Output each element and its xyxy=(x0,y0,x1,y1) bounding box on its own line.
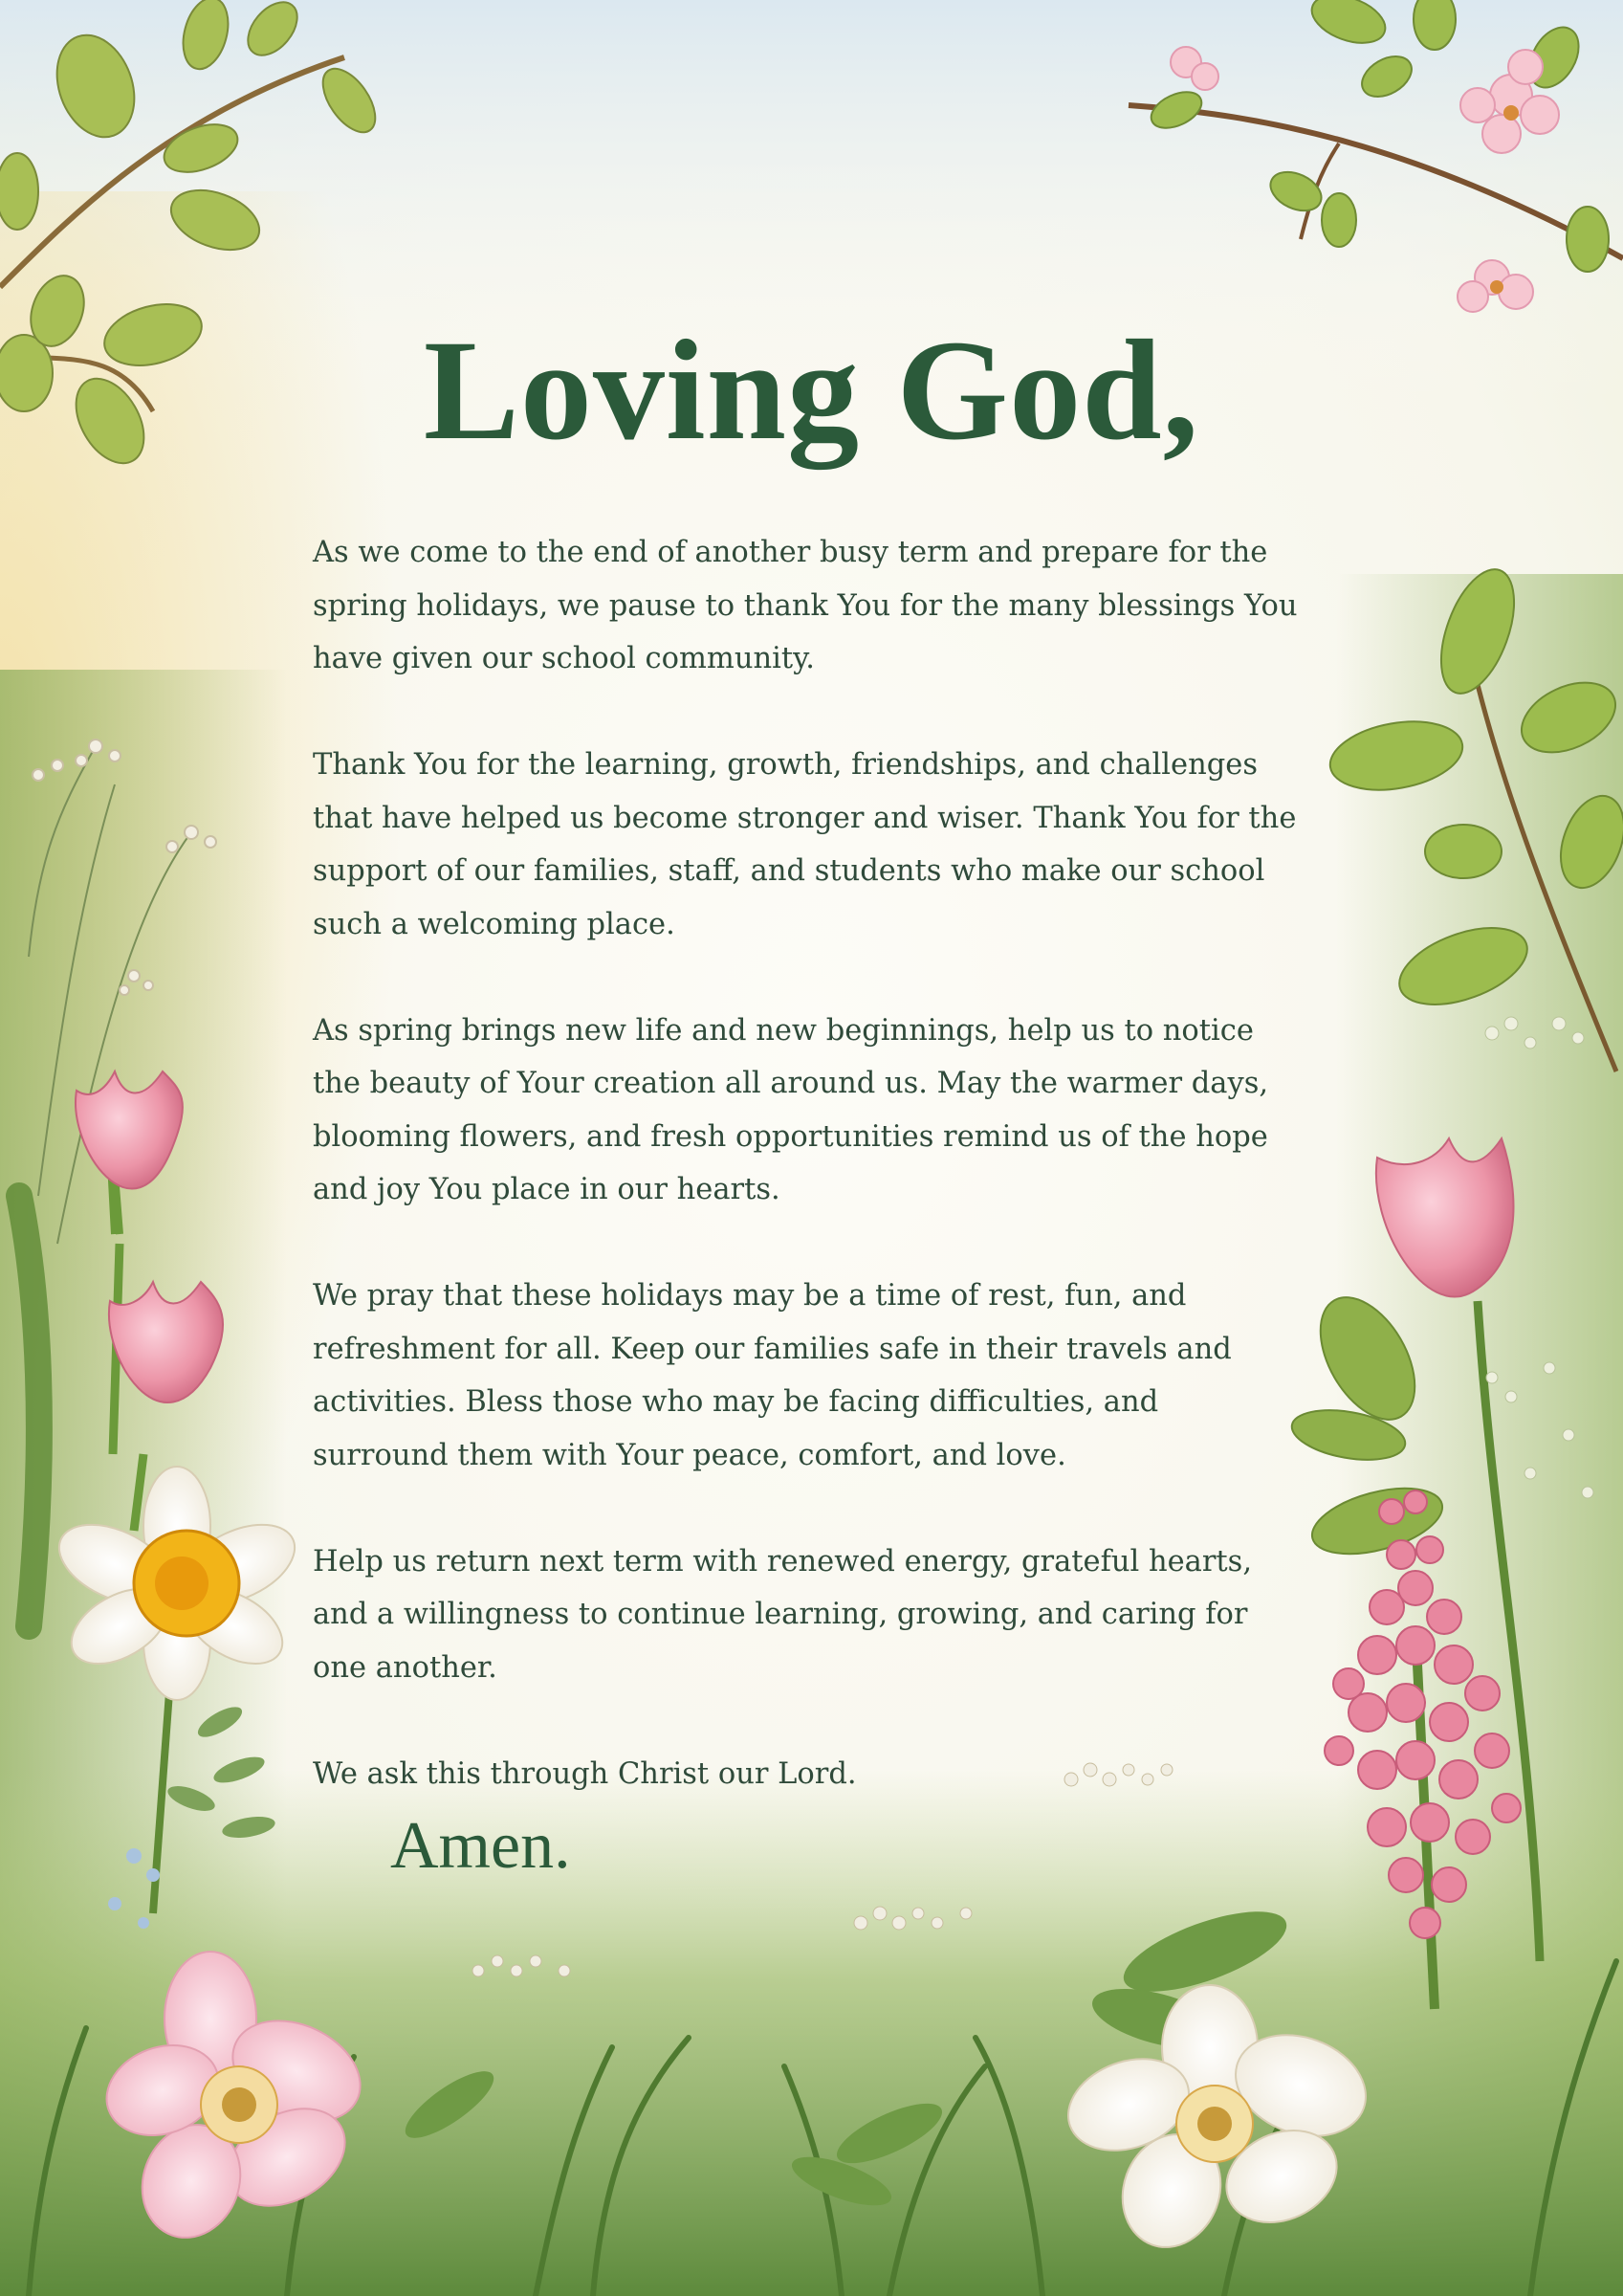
prayer-paragraph: We pray that these holidays may be a time of rest, fun, and refreshment for all. Keep our families safe in their travels and activities. Bless those who may be facing difficulties, and surround them with Your peace, comfort, and love. xyxy=(313,1279,1232,1472)
prayer-body xyxy=(313,526,1303,1800)
prayer-closing: We ask this through Christ our Lord. xyxy=(313,1756,857,1791)
prayer-paragraph: As we come to the end of another busy term and prepare for the spring holidays, we pause to thank You for the many blessings You have given our school community. xyxy=(313,536,1298,675)
prayer-paragraph: Thank You for the learning, growth, friendships, and challenges that have helped us become stronger and wiser. Thank You for the support of our families, staff, and students who make our school such a welcoming place. xyxy=(313,748,1297,941)
prayer-paragraph: Help us return next term with renewed energy, grateful hearts, and a willingness to continue learning, growing, and caring for one another. xyxy=(313,1544,1253,1685)
prayer-title: Loving God, xyxy=(423,311,1200,470)
prayer-amen: Amen. xyxy=(390,1809,571,1883)
prayer-paragraph: As spring brings new life and new beginnings, help us to notice the beauty of Your creation all around us. May the warmer days, blooming flowers, and fresh opportunities remind us of the hope and joy You place in our hearts. xyxy=(313,1013,1269,1206)
